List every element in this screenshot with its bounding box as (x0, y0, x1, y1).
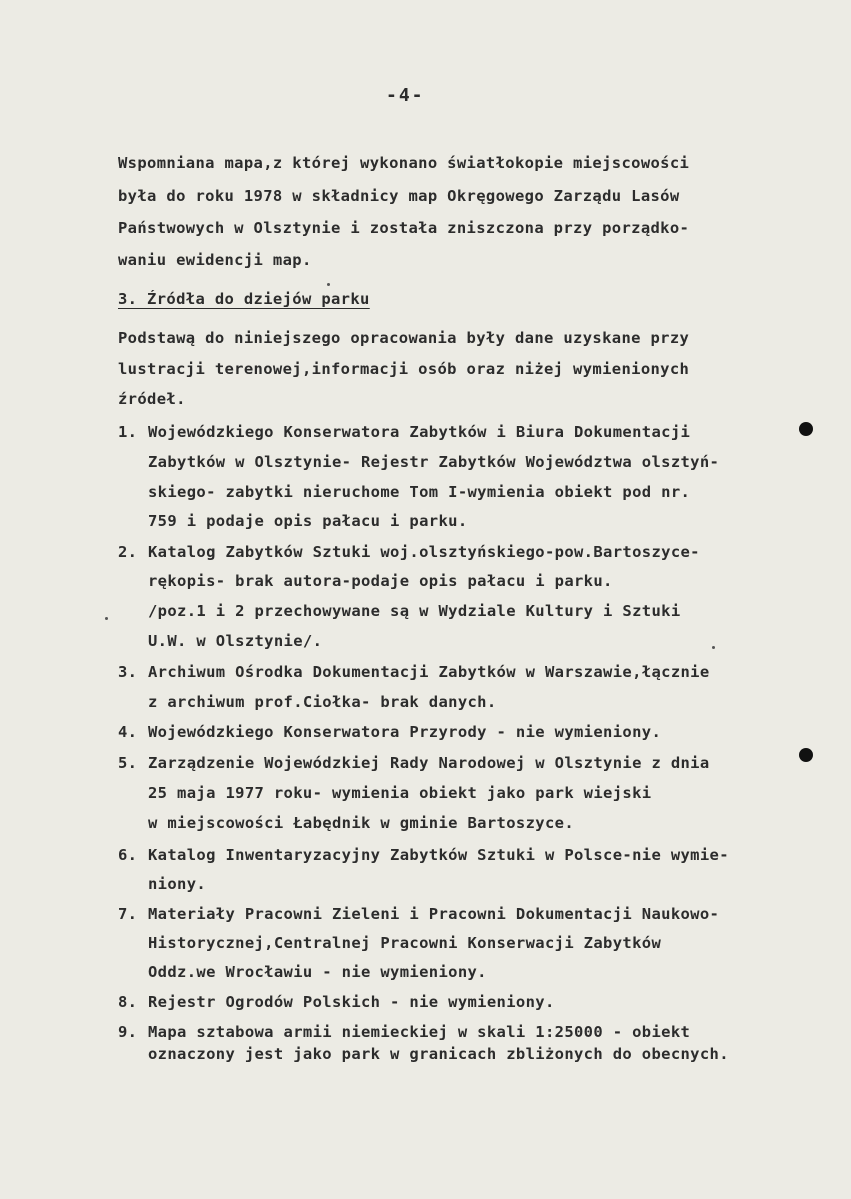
intro-line: waniu ewidencji map. (118, 251, 312, 269)
paper-speck (327, 283, 330, 286)
list-item-line: Materiały Pracowni Zieleni i Pracowni Dokumentacji Naukowo- (148, 905, 720, 923)
intro-line: była do roku 1978 w składnicy map Okręgowego Zarządu Lasów (118, 187, 680, 205)
list-item-line: 25 maja 1977 roku- wymienia obiekt jako park wiejski (148, 784, 652, 802)
list-item-number: 6. (118, 846, 138, 864)
list-item-number: 4. (118, 723, 138, 741)
section-intro-line: źródeł. (118, 390, 186, 408)
section-heading: 3. Źródła do dziejów parku (118, 290, 370, 308)
list-item-line: Wojewódzkiego Konserwatora Przyrody - nie wymieniony. (148, 723, 662, 741)
intro-line: Wspomniana mapa,z której wykonano światłokopie miejscowości (118, 154, 690, 172)
list-item-line: Zabytków w Olsztynie- Rejestr Zabytków Województwa olsztyń- (148, 453, 720, 471)
list-item-number: 1. (118, 423, 138, 441)
list-item-line: Historycznej,Centralnej Pracowni Konserwacji Zabytków (148, 934, 662, 952)
list-item-line: U.W. w Olsztynie/. (148, 632, 323, 650)
list-item-line: /poz.1 i 2 przechowywane są w Wydziale Kultury i Sztuki (148, 602, 681, 620)
list-item-line: skiego- zabytki nieruchome Tom I-wymienia obiekt pod nr. (148, 483, 691, 501)
section-intro-line: Podstawą do niniejszego opracowania były dane uzyskane przy (118, 329, 690, 347)
page-number: -4- (386, 85, 425, 106)
list-item-line: rękopis- brak autora-podaje opis pałacu i parku. (148, 572, 613, 590)
list-item-line: Mapa sztabowa armii niemieckiej w skali 1:25000 - obiekt (148, 1023, 691, 1041)
binder-hole-mark (799, 748, 813, 762)
list-item-number: 9. (118, 1023, 138, 1041)
list-item-line: Rejestr Ogrodów Polskich - nie wymieniony. (148, 993, 555, 1011)
intro-line: Państwowych w Olsztynie i została zniszczona przy porządko- (118, 219, 690, 237)
list-item-line: Oddz.we Wrocławiu - nie wymieniony. (148, 963, 487, 981)
list-item-number: 7. (118, 905, 138, 923)
list-item-line: Zarządzenie Wojewódzkiej Rady Narodowej w Olsztynie z dnia (148, 754, 710, 772)
list-item-line: z archiwum prof.Ciołka- brak danych. (148, 693, 497, 711)
list-item-line: Katalog Zabytków Sztuki woj.olsztyńskiego-pow.Bartoszyce- (148, 543, 700, 561)
paper-speck (105, 617, 108, 620)
paper-speck (712, 646, 715, 649)
list-item-number: 8. (118, 993, 138, 1011)
list-item-line: niony. (148, 875, 207, 893)
list-item-line: w miejscowości Łabędnik w gminie Bartoszyce. (148, 814, 574, 832)
list-item-line: Wojewódzkiego Konserwatora Zabytków i Biura Dokumentacji (148, 423, 691, 441)
list-item-line: Archiwum Ośrodka Dokumentacji Zabytków w Warszawie,łącznie (148, 663, 710, 681)
list-item-line: oznaczony jest jako park w granicach zbliżonych do obecnych. (148, 1045, 729, 1063)
list-item-line: Katalog Inwentaryzacyjny Zabytków Sztuki w Polsce-nie wymie- (148, 846, 729, 864)
list-item-number: 5. (118, 754, 138, 772)
list-item-number: 3. (118, 663, 138, 681)
list-item-number: 2. (118, 543, 138, 561)
binder-hole-mark (799, 422, 813, 436)
list-item-line: 759 i podaje opis pałacu i parku. (148, 512, 468, 530)
section-intro-line: lustracji terenowej,informacji osób oraz niżej wymienionych (118, 360, 690, 378)
